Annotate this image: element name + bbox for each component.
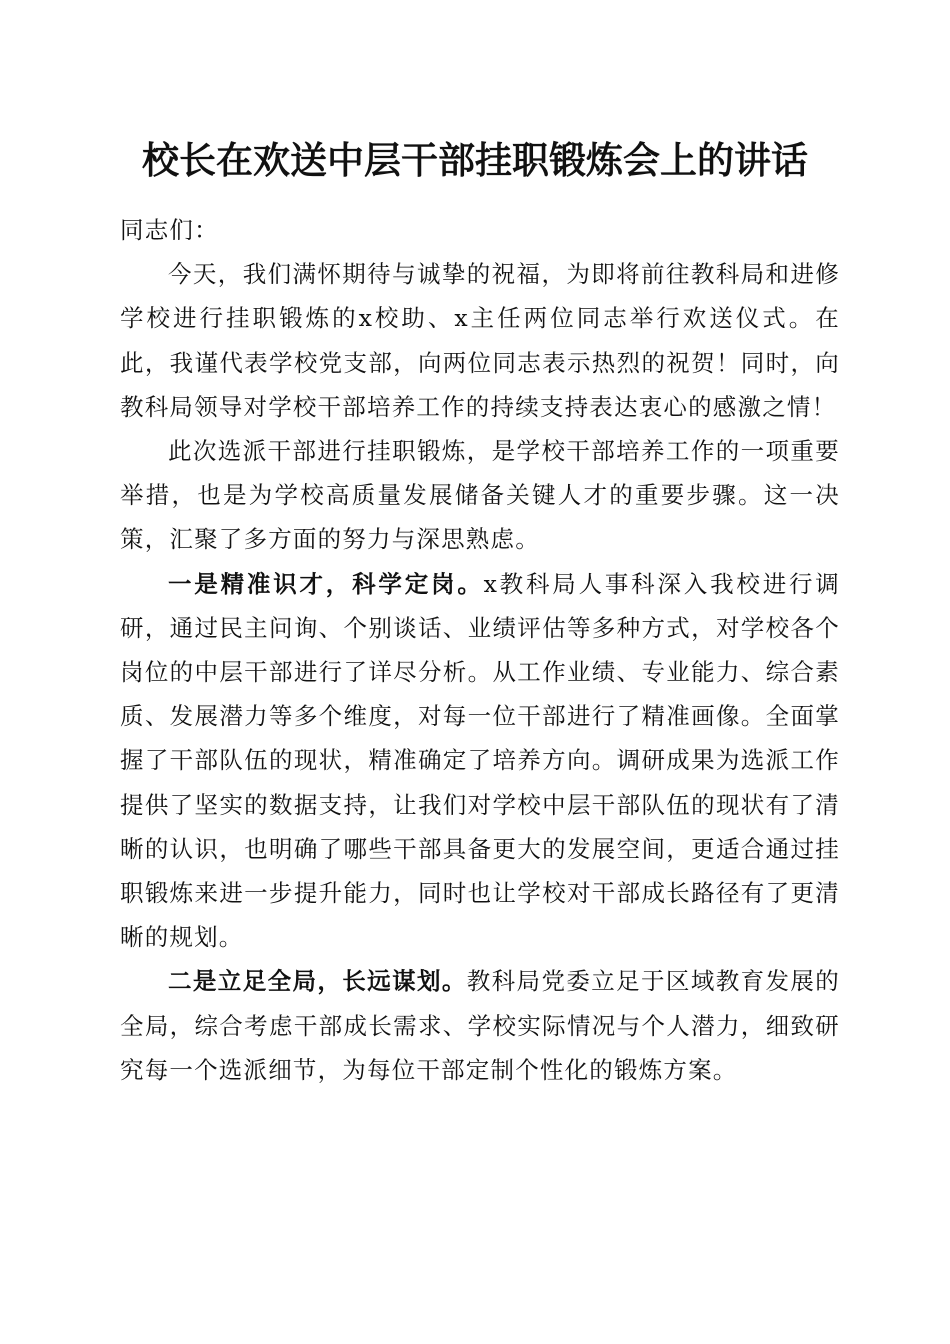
paragraph-3-lead: 一是精准识才，科学定岗。 [168, 569, 484, 598]
paragraph-3 [120, 562, 840, 960]
paragraph-1 [120, 252, 840, 429]
paragraph-2-text: 此次选派干部进行挂职锻炼，是学校干部培养工作的一项重要举措，也是为学校高质量发展储备关键人才的重要步骤。这一决策，汇聚了多方面的努力与深思熟虑。 [120, 437, 840, 554]
paragraph-2 [120, 429, 840, 562]
paragraph-4-text: 教科局党委立足于区域教育发展的全局，综合考虑干部成长需求、学校实际情况与个人潜力，细致研究每一个选派细节，为每位干部定制个性化的锻炼方案。 [120, 967, 841, 1084]
document-body [120, 208, 840, 1092]
paragraph-4-lead: 二是立足全局，长远谋划。 [168, 967, 467, 996]
document-title: 校长在欢送中层干部挂职锻炼会上的讲话 [142, 138, 808, 182]
paragraph-4 [120, 959, 840, 1092]
paragraph-3-text: x教科局人事科深入我校进行调研，通过民主问询、个别谈话、业绩评估等多种方式，对学校各个岗位的中层干部进行了详尽分析。从工作业绩、专业能力、综合素质、发展潜力等多个维度，对每一位干部进行了精准画像。全面掌握了干部队伍的现状，精准确定了培养方向。调研成果为选派工作提供了坚实的数据支持，让我们对学校中层干部队伍的现状有了清晰的认识，也明确了哪些干部具备更大的发展空间，更适合通过挂职锻炼来进一步提升能力，同时也让学校对干部成长路径有了更清晰的规划。 [120, 569, 840, 952]
paragraph-1-text: 今天，我们满怀期待与诚挚的祝福，为即将前往教科局和进修学校进行挂职锻炼的x校助、x主任两位同志举行欢送仪式。在此，我谨代表学校党支部，向两位同志表示热烈的祝贺！同时，向教科局领导对学校干部培养工作的持续支持表达衷心的感激之情！ [120, 260, 840, 421]
salutation: 同志们： [120, 216, 219, 244]
